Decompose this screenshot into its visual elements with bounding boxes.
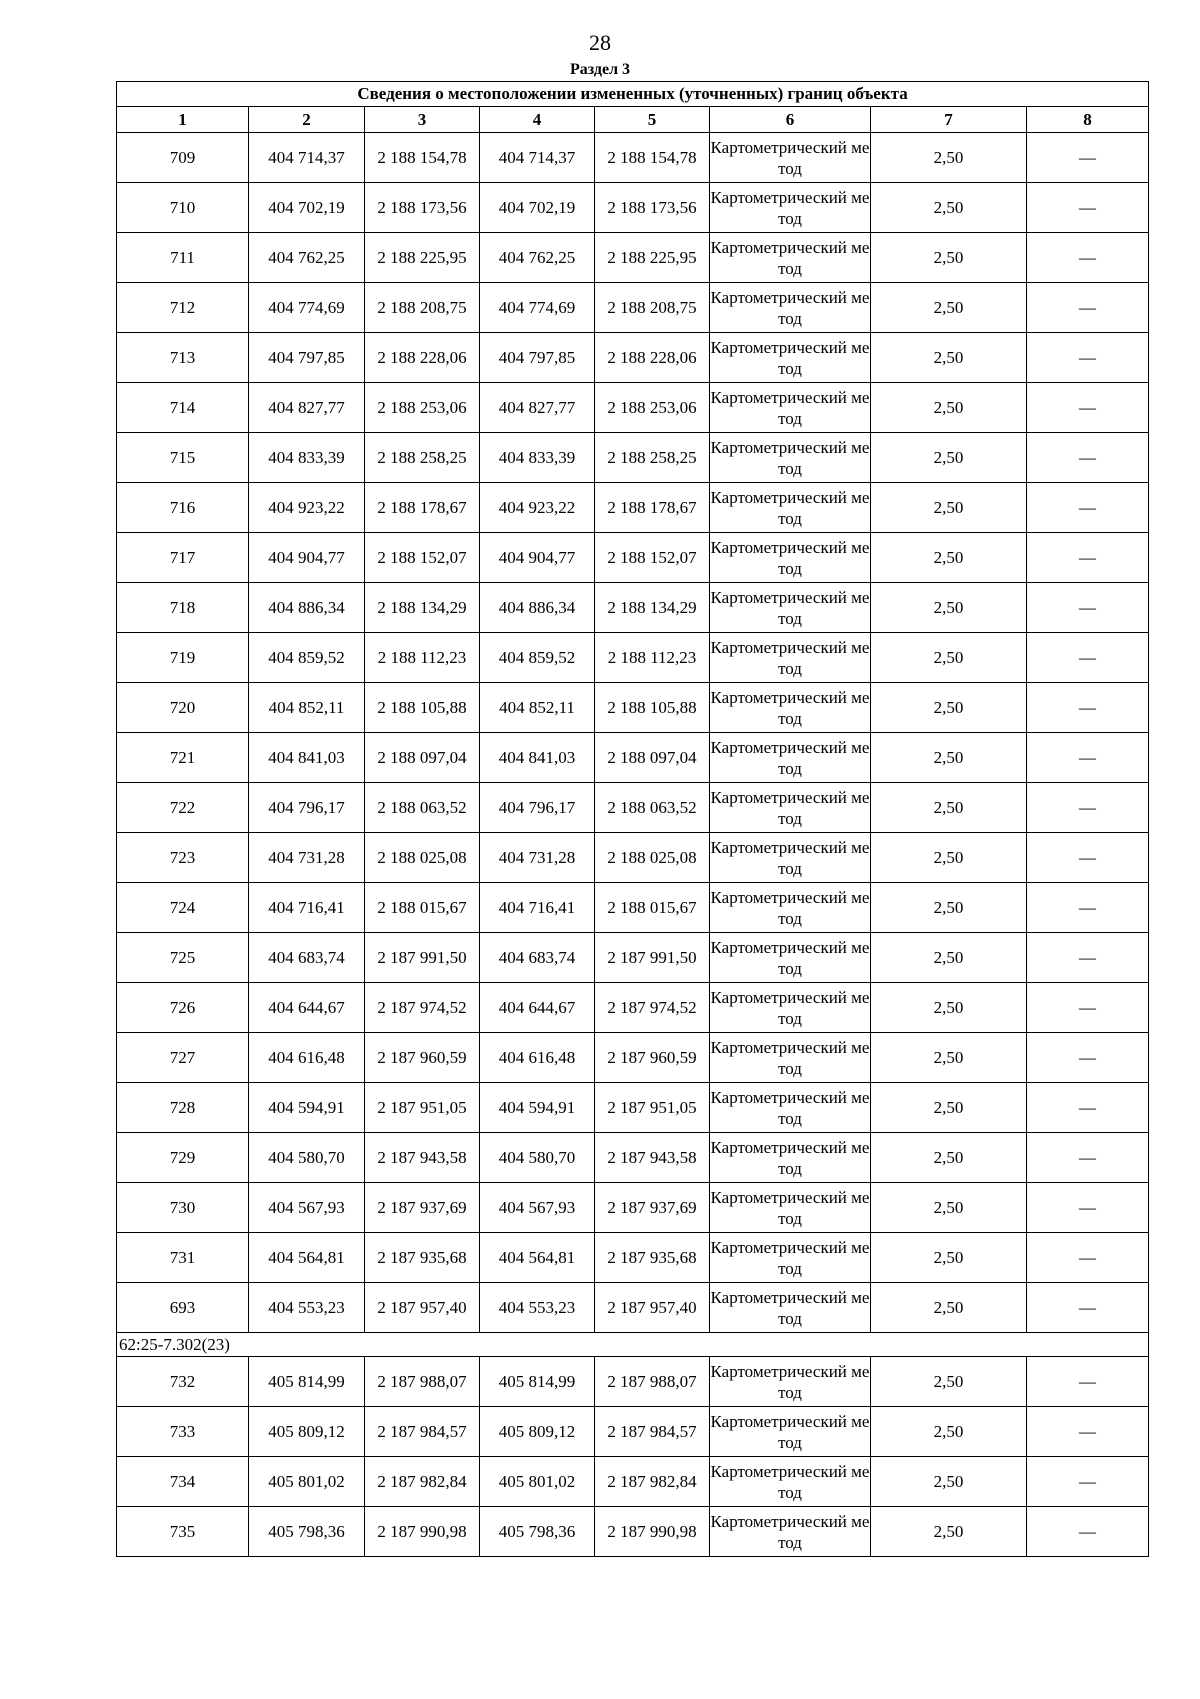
table-cell-col-1: 731 [117,1233,249,1283]
table-row [117,633,1149,683]
table-cell-col-1: 721 [117,733,249,783]
table-cell-col-2: 404 852,11 [249,683,365,733]
table-cell-col-6: Картометрический метод [710,633,871,683]
table-cell-col-4: 404 702,19 [480,183,595,233]
table-cell-col-2: 404 774,69 [249,283,365,333]
table-row [117,1033,1149,1083]
table-cell-col-5: 2 188 228,06 [595,333,710,383]
table-cell-col-2: 404 904,77 [249,533,365,583]
table-cell-col-7: 2,50 [871,1357,1027,1407]
table-row [117,333,1149,383]
table-cell-col-3: 2 188 063,52 [365,783,480,833]
table-caption: Сведения о местоположении измененных (уточненных) границ объекта [117,82,1149,107]
table-cell-col-7: 2,50 [871,683,1027,733]
table-cell-col-7: 2,50 [871,433,1027,483]
table-cell-col-4: 404 594,91 [480,1083,595,1133]
table-cell-col-5: 2 187 951,05 [595,1083,710,1133]
table-row [117,483,1149,533]
table-cell-col-5: 2 188 178,67 [595,483,710,533]
table-cell-col-8: — [1027,733,1149,783]
table-cell-col-6: Картометрический метод [710,1133,871,1183]
table-cell-col-2: 404 567,93 [249,1183,365,1233]
table-cell-col-8: — [1027,1457,1149,1507]
table-cell-col-5: 2 188 225,95 [595,233,710,283]
table-row [117,383,1149,433]
table-cell-col-4: 404 904,77 [480,533,595,583]
table-cell-col-5: 2 188 025,08 [595,833,710,883]
table-cell-col-1: 734 [117,1457,249,1507]
table-cell-col-2: 404 923,22 [249,483,365,533]
table-cell-col-2: 404 716,41 [249,883,365,933]
table-cell-col-5: 2 188 152,07 [595,533,710,583]
table-cell-col-8: — [1027,983,1149,1033]
table-cell-col-1: 735 [117,1507,249,1557]
table-cell-col-4: 404 774,69 [480,283,595,333]
table-cell-col-7: 2,50 [871,183,1027,233]
table-cell-col-8: — [1027,133,1149,183]
table-cell-col-4: 404 580,70 [480,1133,595,1183]
table-cell-col-4: 404 796,17 [480,783,595,833]
column-number-3: 3 [365,107,480,133]
table-cell-col-1: 693 [117,1283,249,1333]
table-cell-col-2: 404 644,67 [249,983,365,1033]
table-cell-col-1: 713 [117,333,249,383]
table-cell-col-1: 729 [117,1133,249,1183]
table-cell-col-5: 2 187 935,68 [595,1233,710,1283]
table-cell-col-3: 2 188 134,29 [365,583,480,633]
table-cell-col-1: 720 [117,683,249,733]
table-cell-col-1: 710 [117,183,249,233]
table-row [117,1407,1149,1457]
table-cell-col-1: 730 [117,1183,249,1233]
table-cell-col-1: 727 [117,1033,249,1083]
table-cell-col-1: 719 [117,633,249,683]
group-label: 62:25-7.302(23) [117,1333,1149,1357]
table-cell-col-3: 2 187 935,68 [365,1233,480,1283]
table-cell-col-3: 2 188 258,25 [365,433,480,483]
table-cell-col-7: 2,50 [871,633,1027,683]
table-row [117,1283,1149,1333]
table-cell-col-3: 2 188 015,67 [365,883,480,933]
table-cell-col-4: 404 644,67 [480,983,595,1033]
page-number: 28 [589,30,611,55]
table-cell-col-3: 2 187 943,58 [365,1133,480,1183]
table-cell-col-2: 404 796,17 [249,783,365,833]
column-number-4: 4 [480,107,595,133]
table-cell-col-8: — [1027,1033,1149,1083]
table-cell-col-8: — [1027,633,1149,683]
table-cell-col-1: 714 [117,383,249,433]
table-cell-col-4: 404 564,81 [480,1233,595,1283]
table-cell-col-3: 2 187 991,50 [365,933,480,983]
table-row [117,683,1149,733]
table-cell-col-2: 405 814,99 [249,1357,365,1407]
table-cell-col-5: 2 187 982,84 [595,1457,710,1507]
table-cell-col-2: 404 886,34 [249,583,365,633]
column-number-1: 1 [117,107,249,133]
table-cell-col-4: 404 833,39 [480,433,595,483]
table-cell-col-7: 2,50 [871,1233,1027,1283]
table-cell-col-8: — [1027,833,1149,883]
table-cell-col-8: — [1027,1233,1149,1283]
table-cell-col-8: — [1027,1133,1149,1183]
table-cell-col-6: Картометрический метод [710,233,871,283]
table-cell-col-6: Картометрический метод [710,1233,871,1283]
table-cell-col-5: 2 187 960,59 [595,1033,710,1083]
table-cell-col-5: 2 188 253,06 [595,383,710,433]
table-cell-col-7: 2,50 [871,783,1027,833]
table-cell-col-2: 404 580,70 [249,1133,365,1183]
table-cell-col-6: Картометрический метод [710,1083,871,1133]
table-cell-col-6: Картометрический метод [710,933,871,983]
table-cell-col-4: 404 567,93 [480,1183,595,1233]
table-cell-col-3: 2 188 105,88 [365,683,480,733]
table-cell-col-3: 2 188 173,56 [365,183,480,233]
table-cell-col-4: 405 814,99 [480,1357,595,1407]
table-cell-col-1: 709 [117,133,249,183]
table-cell-col-1: 715 [117,433,249,483]
table-cell-col-4: 404 553,23 [480,1283,595,1333]
table-cell-col-2: 404 762,25 [249,233,365,283]
table-cell-col-1: 712 [117,283,249,333]
table-cell-col-6: Картометрический метод [710,533,871,583]
column-number-5: 5 [595,107,710,133]
table-cell-col-8: — [1027,233,1149,283]
table-cell-col-5: 2 187 943,58 [595,1133,710,1183]
table-cell-col-3: 2 188 208,75 [365,283,480,333]
table-cell-col-2: 404 702,19 [249,183,365,233]
table-cell-col-8: — [1027,283,1149,333]
table-cell-col-5: 2 188 173,56 [595,183,710,233]
table-cell-col-2: 405 801,02 [249,1457,365,1507]
table-cell-col-8: — [1027,483,1149,533]
table-cell-col-7: 2,50 [871,1183,1027,1233]
column-number-8: 8 [1027,107,1149,133]
table-row [117,883,1149,933]
table-cell-col-1: 711 [117,233,249,283]
table-cell-col-7: 2,50 [871,1133,1027,1183]
table-cell-col-4: 404 923,22 [480,483,595,533]
table-cell-col-4: 404 886,34 [480,583,595,633]
table-cell-col-2: 404 594,91 [249,1083,365,1133]
table-cell-col-7: 2,50 [871,1083,1027,1133]
table-cell-col-4: 405 801,02 [480,1457,595,1507]
table-cell-col-1: 722 [117,783,249,833]
table-cell-col-4: 404 683,74 [480,933,595,983]
table-cell-col-5: 2 188 112,23 [595,633,710,683]
table-cell-col-3: 2 188 154,78 [365,133,480,183]
table-cell-col-2: 404 616,48 [249,1033,365,1083]
table-cell-col-7: 2,50 [871,483,1027,533]
table-cell-col-3: 2 187 984,57 [365,1407,480,1457]
table-row [117,583,1149,633]
table-cell-col-7: 2,50 [871,983,1027,1033]
table-cell-col-2: 404 553,23 [249,1283,365,1333]
table-cell-col-2: 404 833,39 [249,433,365,483]
column-number-2: 2 [249,107,365,133]
table-cell-col-4: 404 827,77 [480,383,595,433]
table-cell-col-1: 733 [117,1407,249,1457]
table-cell-col-6: Картометрический метод [710,283,871,333]
table-cell-col-5: 2 187 937,69 [595,1183,710,1233]
table-cell-col-8: — [1027,683,1149,733]
table-cell-col-4: 404 731,28 [480,833,595,883]
table-cell-col-6: Картометрический метод [710,383,871,433]
table-row [117,183,1149,233]
table-cell-col-6: Картометрический метод [710,1407,871,1457]
table-cell-col-7: 2,50 [871,1407,1027,1457]
table-cell-col-5: 2 187 974,52 [595,983,710,1033]
table-cell-col-2: 405 798,36 [249,1507,365,1557]
table-row [117,1357,1149,1407]
table-row [117,233,1149,283]
table-cell-col-3: 2 188 178,67 [365,483,480,533]
table-cell-col-5: 2 187 991,50 [595,933,710,983]
table-cell-col-8: — [1027,183,1149,233]
table-cell-col-4: 404 716,41 [480,883,595,933]
table-cell-col-7: 2,50 [871,1457,1027,1507]
table-cell-col-8: — [1027,783,1149,833]
table-cell-col-8: — [1027,933,1149,983]
table-cell-col-6: Картометрический метод [710,133,871,183]
table-cell-col-3: 2 188 228,06 [365,333,480,383]
table-cell-col-6: Картометрический метод [710,1457,871,1507]
table-cell-col-8: — [1027,583,1149,633]
table-cell-col-8: — [1027,1357,1149,1407]
group-row [117,1333,1149,1357]
table-cell-col-2: 404 841,03 [249,733,365,783]
table-row [117,283,1149,333]
table-cell-col-3: 2 188 097,04 [365,733,480,783]
table-cell-col-7: 2,50 [871,933,1027,983]
table-cell-col-6: Картометрический метод [710,1357,871,1407]
table-cell-col-8: — [1027,533,1149,583]
boundary-table [116,81,1149,1557]
table-cell-col-7: 2,50 [871,283,1027,333]
table-cell-col-3: 2 187 937,69 [365,1183,480,1233]
table-cell-col-6: Картометрический метод [710,1183,871,1233]
table-cell-col-2: 405 809,12 [249,1407,365,1457]
table-cell-col-4: 404 762,25 [480,233,595,283]
table-cell-col-8: — [1027,333,1149,383]
table-cell-col-3: 2 187 957,40 [365,1283,480,1333]
table-cell-col-8: — [1027,1283,1149,1333]
table-cell-col-3: 2 187 951,05 [365,1083,480,1133]
table-cell-col-7: 2,50 [871,333,1027,383]
table-cell-col-4: 404 797,85 [480,333,595,383]
table-cell-col-3: 2 187 974,52 [365,983,480,1033]
table-body [117,133,1149,1557]
table-cell-col-2: 404 714,37 [249,133,365,183]
table-cell-col-7: 2,50 [871,1283,1027,1333]
table-cell-col-6: Картометрический метод [710,883,871,933]
table-cell-col-8: — [1027,383,1149,433]
table-cell-col-1: 716 [117,483,249,533]
table-cell-col-5: 2 188 105,88 [595,683,710,733]
table-cell-col-1: 725 [117,933,249,983]
table-cell-col-8: — [1027,883,1149,933]
table-cell-col-6: Картометрический метод [710,1033,871,1083]
table-cell-col-4: 404 852,11 [480,683,595,733]
column-number-6: 6 [710,107,871,133]
table-cell-col-6: Картометрический метод [710,833,871,883]
table-row [117,1183,1149,1233]
table-cell-col-1: 717 [117,533,249,583]
table-cell-col-5: 2 187 990,98 [595,1507,710,1557]
table-cell-col-6: Картометрический метод [710,583,871,633]
table-cell-col-5: 2 187 984,57 [595,1407,710,1457]
table-cell-col-7: 2,50 [871,233,1027,283]
table-row [117,833,1149,883]
table-cell-col-7: 2,50 [871,533,1027,583]
table-cell-col-1: 728 [117,1083,249,1133]
table-cell-col-2: 404 859,52 [249,633,365,683]
table-row [117,1507,1149,1557]
table-cell-col-7: 2,50 [871,1507,1027,1557]
table-row [117,433,1149,483]
table-cell-col-3: 2 188 025,08 [365,833,480,883]
table-cell-col-7: 2,50 [871,833,1027,883]
table-cell-col-8: — [1027,433,1149,483]
table-row [117,733,1149,783]
table-cell-col-2: 404 731,28 [249,833,365,883]
table-cell-col-5: 2 188 015,67 [595,883,710,933]
table-cell-col-4: 404 859,52 [480,633,595,683]
table-cell-col-6: Картометрический метод [710,483,871,533]
table-cell-col-6: Картометрический метод [710,733,871,783]
column-number-row [117,107,1149,133]
table-cell-col-2: 404 564,81 [249,1233,365,1283]
section-title: Раздел 3 [569,61,631,78]
table-cell-col-8: — [1027,1183,1149,1233]
table-cell-col-4: 404 841,03 [480,733,595,783]
table-cell-col-8: — [1027,1407,1149,1457]
table-cell-col-6: Картометрический метод [710,783,871,833]
table-cell-col-6: Картометрический метод [710,1283,871,1333]
table-cell-col-2: 404 827,77 [249,383,365,433]
table-cell-col-1: 732 [117,1357,249,1407]
table-cell-col-7: 2,50 [871,383,1027,433]
table-cell-col-5: 2 188 208,75 [595,283,710,333]
table-cell-col-6: Картометрический метод [710,333,871,383]
table-cell-col-5: 2 188 134,29 [595,583,710,633]
table-cell-col-5: 2 188 258,25 [595,433,710,483]
table-cell-col-3: 2 187 960,59 [365,1033,480,1083]
table-row [117,533,1149,583]
table-cell-col-6: Картометрический метод [710,683,871,733]
table-cell-col-8: — [1027,1507,1149,1557]
table-row [117,1457,1149,1507]
table-cell-col-6: Картометрический метод [710,1507,871,1557]
table-cell-col-3: 2 187 982,84 [365,1457,480,1507]
table-cell-col-3: 2 188 225,95 [365,233,480,283]
table-cell-col-4: 405 809,12 [480,1407,595,1457]
table-row [117,983,1149,1033]
table-cell-col-5: 2 188 097,04 [595,733,710,783]
table-cell-col-8: — [1027,1083,1149,1133]
table-cell-col-4: 405 798,36 [480,1507,595,1557]
table-cell-col-5: 2 187 957,40 [595,1283,710,1333]
table-cell-col-3: 2 188 112,23 [365,633,480,683]
table-cell-col-4: 404 616,48 [480,1033,595,1083]
table-cell-col-6: Картометрический метод [710,433,871,483]
table-cell-col-7: 2,50 [871,583,1027,633]
table-cell-col-3: 2 188 152,07 [365,533,480,583]
table-cell-col-6: Картометрический метод [710,983,871,1033]
table-cell-col-7: 2,50 [871,733,1027,783]
table-row [117,1233,1149,1283]
table-cell-col-4: 404 714,37 [480,133,595,183]
table-cell-col-7: 2,50 [871,883,1027,933]
table-cell-col-5: 2 188 063,52 [595,783,710,833]
table-cell-col-5: 2 188 154,78 [595,133,710,183]
table-cell-col-1: 723 [117,833,249,883]
table-cell-col-7: 2,50 [871,1033,1027,1083]
table-cell-col-3: 2 187 988,07 [365,1357,480,1407]
table-row [117,1133,1149,1183]
table-cell-col-1: 726 [117,983,249,1033]
table-row [117,1083,1149,1133]
table-cell-col-1: 718 [117,583,249,633]
column-number-7: 7 [871,107,1027,133]
table-cell-col-1: 724 [117,883,249,933]
table-cell-col-2: 404 683,74 [249,933,365,983]
table-cell-col-2: 404 797,85 [249,333,365,383]
table-row [117,133,1149,183]
table-cell-col-5: 2 187 988,07 [595,1357,710,1407]
table-cell-col-3: 2 188 253,06 [365,383,480,433]
table-cell-col-7: 2,50 [871,133,1027,183]
table-cell-col-3: 2 187 990,98 [365,1507,480,1557]
table-row [117,933,1149,983]
table-cell-col-6: Картометрический метод [710,183,871,233]
table-row [117,783,1149,833]
